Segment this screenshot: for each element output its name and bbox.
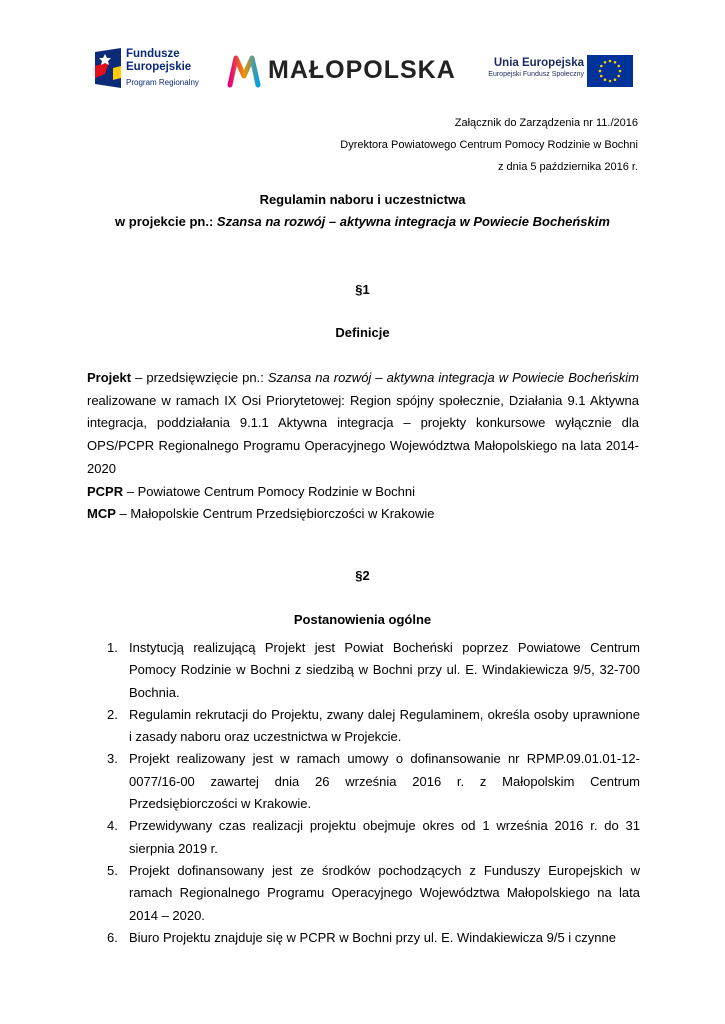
term-projekt: Projekt [87, 370, 132, 385]
list-item-text: Projekt dofinansowany jest ze środków pochodzących z Funduszy Europejskich w ramach Regionalnego Programu Operacyjnego Województwa Małopolskiego na lata 2014 – 2020. [129, 862, 640, 923]
fe-line3: Program Regionalny [126, 78, 199, 87]
fe-line2: Europejskie [126, 61, 192, 73]
definition-mcp [87, 503, 639, 526]
fundusze-europejskie-flag-icon [95, 48, 121, 88]
list-item-number: 3. [107, 751, 118, 767]
definitions-block [87, 367, 639, 526]
unia-europejska-logo [478, 55, 638, 91]
section1-number: §1 [355, 282, 370, 297]
definition-pcpr [87, 481, 639, 504]
term-mcp: MCP [87, 506, 116, 522]
pcpr-def: – Powiatowe Centrum Pomocy Rodzinie w Bochni [123, 483, 416, 499]
list-item-number: 2. [107, 706, 118, 722]
list-item [88, 704, 640, 749]
fundusze-europejskie-logo [95, 46, 205, 94]
term-pcpr: PCPR [87, 483, 124, 499]
list-item [88, 927, 640, 949]
fe-line1: Fundusze [126, 48, 180, 60]
mcp-def: – Małopolskie Centrum Przedsiębiorczości w Krakowie [115, 506, 435, 522]
annex-line3: z dnia 5 października 2016 r. [497, 161, 638, 173]
ue-line2: Europejski Fundusz Społeczny [488, 71, 584, 78]
ue-line1: Unia Europejska [493, 57, 584, 69]
projekt-rest: realizowane w ramach IX Osi Priorytetowej: Region spójny społecznie, Działania 9.1 Aktywna integracja, poddziałania 9.1.1 Aktywna integracja – projekty konkursowe wyłącznie dla OPS/PCPR Regionalnego Programu Operacyjnego Województwa Małopolskiego na lata 2014-2020 [87, 392, 639, 476]
list-item [88, 637, 640, 704]
list-item [88, 815, 640, 860]
annex-header [340, 112, 638, 178]
list-item-text: Biuro Projektu znajduje się w PCPR w Bochni przy ul. E. Windakiewicza 9/5 i czynne [129, 929, 616, 945]
eu-flag-icon [587, 55, 633, 87]
logo-bar [0, 0, 725, 110]
title-line2-prefix: w projekcie pn.: [115, 214, 217, 229]
list-item-text: Instytucją realizującą Projekt jest Powiat Bocheński poprzez Powiatowe Centrum Pomocy Rodzinie w Bochni z siedzibą w Bochni przy ul. E. Windakiewicza 9/5, 32-700 Bochnia. [129, 640, 640, 700]
malopolska-m-icon [227, 54, 261, 88]
list-item-text: Projekt realizowany jest w ramach umowy o dofinansowanie nr RPMP.09.01.01-12-0077/16-00 zawartej dnia 26 września 2016 r. z Małopolskim Centrum Przedsiębiorczości w Krakowie. [129, 751, 640, 812]
list-item-number: 4. [107, 818, 118, 834]
malopolska-logo [227, 54, 457, 94]
section2-heading: Postanowienia ogólne [293, 612, 432, 627]
list-item-number: 6. [107, 929, 118, 945]
list-item [88, 748, 640, 815]
list-item-text: Przewidywany czas realizacji projektu obejmuje okres od 1 września 2016 r. do 31 sierpnia 2019 r. [129, 818, 640, 856]
title-line2 [0, 211, 725, 233]
section2-number: §2 [355, 568, 370, 583]
general-provisions-list [88, 637, 640, 949]
list-item-number: 5. [107, 862, 118, 878]
section1-heading: Definicje [335, 325, 390, 340]
list-item-text: Regulamin rekrutacji do Projektu, zwany dalej Regulaminem, określa osoby uprawnione i zasady naboru oraz uczestnictwa w Projekcie. [129, 706, 640, 745]
list-item [88, 860, 640, 927]
projekt-italic: Szansa na rozwój – aktywna integracja w Powiecie Bocheńskim [267, 370, 639, 385]
title-line1: Regulamin naboru i uczestnictwa [259, 192, 466, 207]
annex-line1: Załącznik do Zarządzenia nr 11./2016 [454, 117, 638, 129]
title-line2-italic: Szansa na rozwój – aktywna integracja w Powiecie Bocheńskim [216, 214, 610, 229]
malopolska-text: MAŁOPOLSKA [268, 56, 456, 84]
projekt-lead: – przedsięwzięcie pn.: [131, 370, 268, 385]
definition-projekt [87, 367, 639, 481]
document-title [0, 189, 725, 233]
annex-line2: Dyrektora Powiatowego Centrum Pomocy Rodzinie w Bochni [340, 139, 638, 151]
list-item-number: 1. [107, 640, 118, 655]
